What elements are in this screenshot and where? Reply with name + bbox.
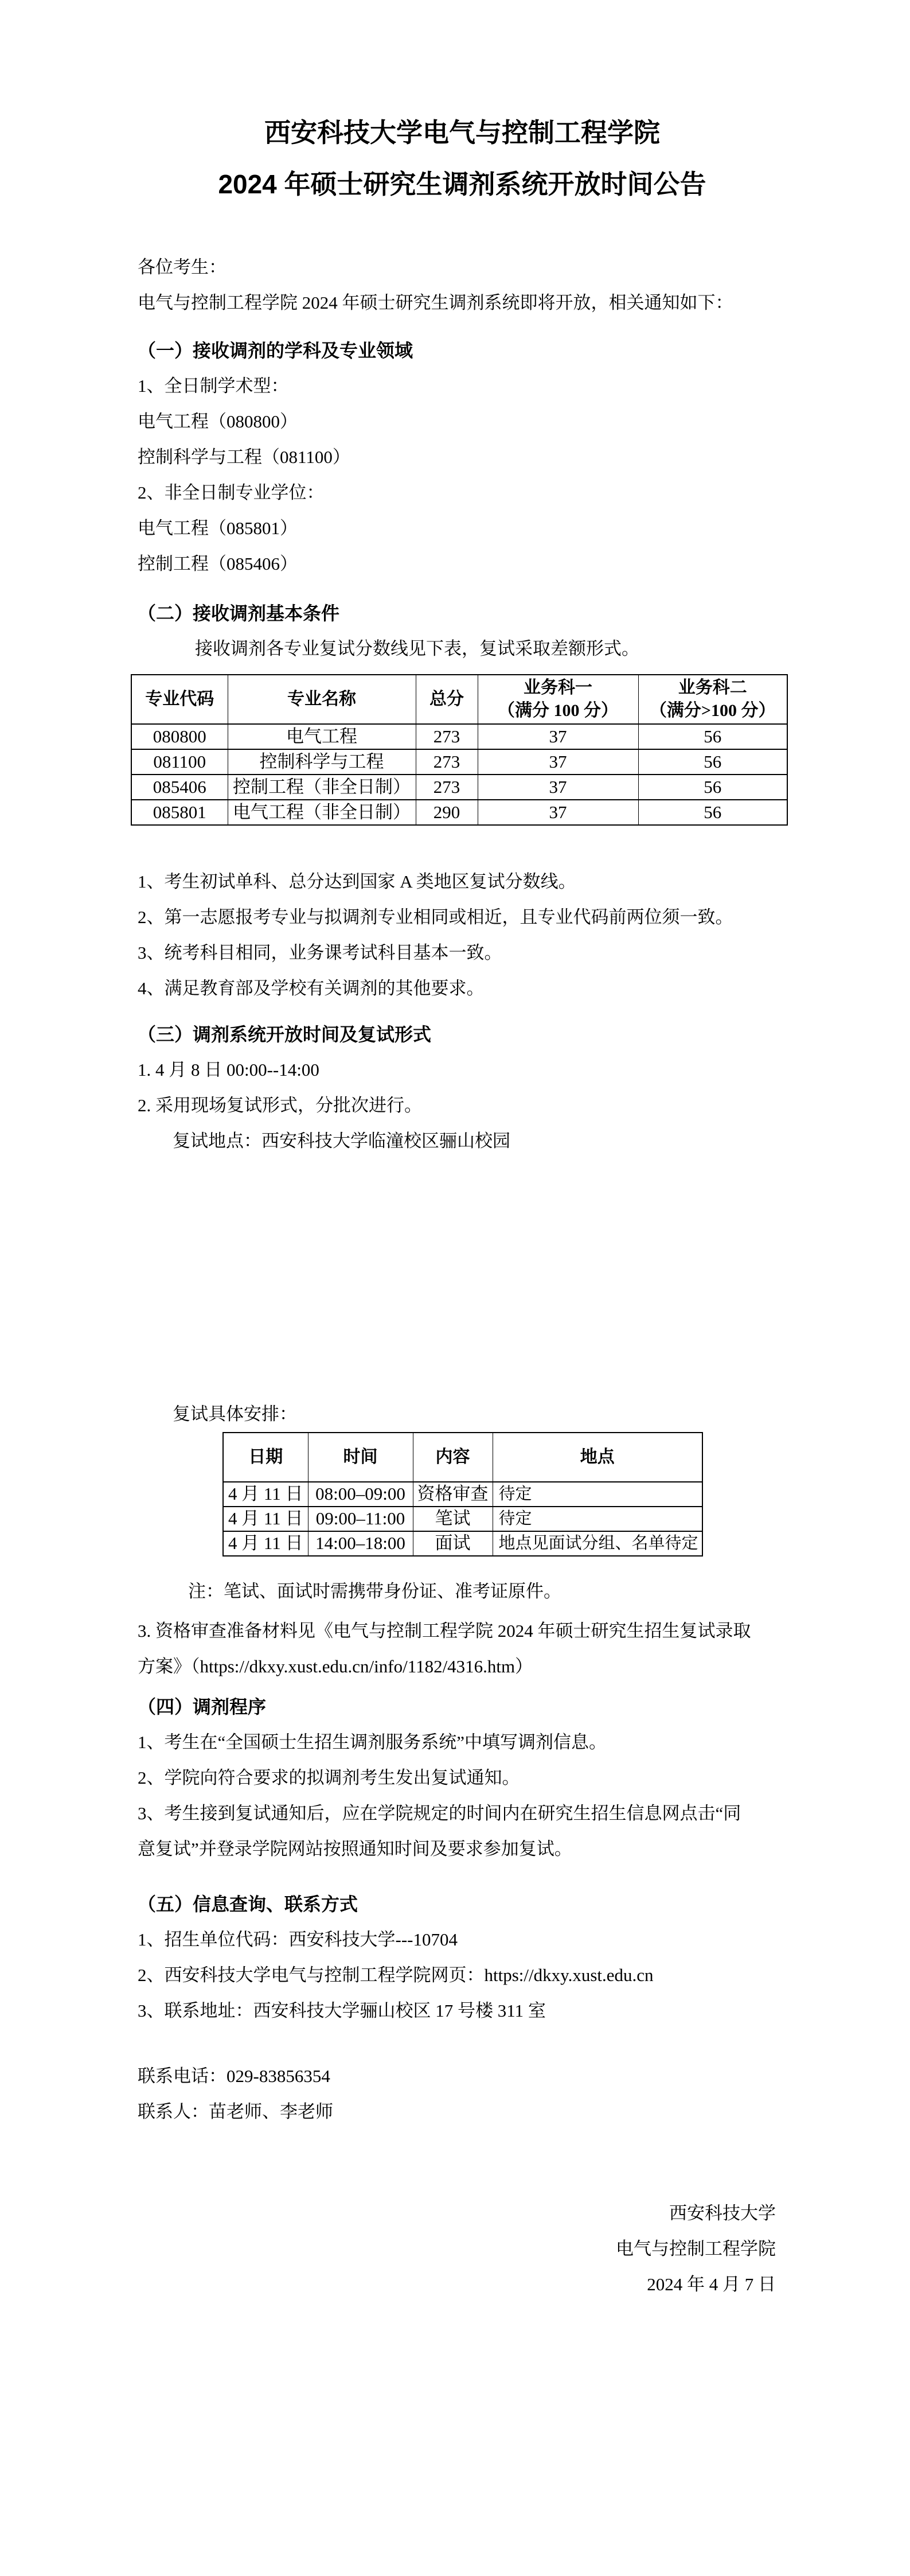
condition-item: 1、考生初试单科、总分达到国家 A 类地区复试分数线。 [138,871,576,892]
score-cell: 56 [638,800,787,825]
score-col-header-subject2: 业务科二 （满分>100 分） [638,675,787,724]
score-cell: 电气工程（非全日制） [228,800,416,825]
score-cell: 56 [638,775,787,800]
schedule-col-header-content: 内容 [413,1433,493,1482]
doc-title-line1: 西安科技大学电气与控制工程学院 [264,118,660,147]
condition-item: 2、第一志愿报考专业与拟调剂专业相同或相近，且专业代码前两位须一致。 [138,907,733,927]
section-1-heading: （一）接收调剂的学科及专业领域 [138,340,413,361]
score-cell: 控制工程（非全日制） [228,775,416,800]
schedule-col-header-time: 时间 [308,1433,413,1482]
schedule-table [222,1432,703,1557]
section-4-item: 3、考生接到复试通知后，应在学院规定的时间内在研究生招生信息网点击“同 [138,1803,741,1823]
score-cell: 273 [416,775,478,800]
score-cell: 085801 [131,800,228,825]
section-4-item: 2、学院向符合要求的拟调剂考生发出复试通知。 [138,1768,520,1788]
schedule-table-row [223,1531,702,1556]
schedule-table-row [223,1507,702,1531]
score-cell: 电气工程 [228,724,416,749]
section-3-heading: （三）调剂系统开放时间及复试形式 [138,1024,432,1045]
score-col-header-code: 专业代码 [131,675,228,724]
score-cell: 37 [478,800,638,825]
score-cell: 085406 [131,775,228,800]
section-1-item: 电气工程（080800） [138,411,298,431]
score-cell: 37 [478,775,638,800]
section-1-item: 控制科学与工程（081100） [138,447,350,467]
score-table-header-row [131,675,787,724]
section-5-item: 1、招生单位代码：西安科技大学---10704 [138,1929,458,1949]
materials-note-line2: 方案》（https://dkxy.xust.edu.cn/info/1182/4316.htm） [138,1656,533,1676]
section-5-heading: （五）信息查询、联系方式 [138,1894,358,1915]
intro-paragraph: 电气与控制工程学院 2024 年硕士研究生调剂系统即将开放，相关通知如下： [138,293,733,313]
signature-university: 西安科技大学 [669,2203,776,2223]
score-table-row [131,800,787,825]
exam-note: 注：笔试、面试时需携带身份证、准考证原件。 [188,1581,561,1601]
condition-item: 4、满足教育部及学校有关调剂的其他要求。 [138,978,485,998]
section-4-item: 1、考生在“全国硕士生招生调剂服务系统”中填写调剂信息。 [138,1732,607,1752]
score-cell: 56 [638,724,787,749]
schedule-cell: 资格审查 [413,1482,493,1507]
score-cell: 37 [478,724,638,749]
score-cell: 37 [478,749,638,775]
score-cell: 290 [416,800,478,825]
schedule-cell: 地点见面试分组、名单待定 [493,1531,702,1556]
score-cell: 273 [416,749,478,775]
contact-person: 联系人：苗老师、李老师 [138,2102,333,2122]
schedule-cell: 待定 [493,1507,702,1531]
score-col-header-major: 专业名称 [228,675,416,724]
score-cell: 081100 [131,749,228,775]
score-table-row [131,775,787,800]
salutation: 各位考生： [138,257,226,277]
schedule-table-row [223,1482,702,1507]
signature-college: 电气与控制工程学院 [616,2239,776,2259]
score-cell: 56 [638,749,787,775]
schedule-cell: 4 月 11 日 [223,1507,308,1531]
materials-note-line1: 3. 资格审查准备材料见《电气与控制工程学院 2024 年硕士研究生招生复试录取 [138,1621,751,1641]
schedule-cell: 09:00–11:00 [308,1507,413,1531]
score-table-row [131,724,787,749]
signature-date: 2024 年 4 月 7 日 [647,2274,776,2294]
schedule-cell: 08:00–09:00 [308,1482,413,1507]
section-3-item: 1. 4 月 8 日 00:00--14:00 [138,1060,319,1080]
schedule-col-header-date: 日期 [223,1433,308,1482]
score-col-header-total: 总分 [416,675,478,724]
score-cell: 控制科学与工程 [228,749,416,775]
section-4-item: 意复试”并登录学院网站按照通知时间及要求参加复试。 [138,1839,572,1859]
score-col-header-subject1: 业务科一 （满分 100 分） [478,675,638,724]
schedule-cell: 4 月 11 日 [223,1482,308,1507]
reexam-location: 复试地点：西安科技大学临潼校区骊山校园 [173,1131,510,1151]
section-1-item: 2、非全日制专业学位： [138,482,325,503]
schedule-col-header-place: 地点 [493,1433,702,1482]
contact-phone: 联系电话：029-83856354 [138,2066,330,2086]
schedule-table-header-row [223,1433,702,1482]
schedule-cell: 笔试 [413,1507,493,1531]
section-4-heading: （四）调剂程序 [138,1696,267,1717]
schedule-label: 复试具体安排： [173,1404,297,1424]
score-table-row [131,749,787,775]
section-1-item: 1、全日制学术型： [138,376,289,396]
section-5-item: 2、西安科技大学电气与控制工程学院网页：https://dkxy.xust.edu.cn [138,1965,654,1985]
score-cell: 080800 [131,724,228,749]
score-cell: 273 [416,724,478,749]
schedule-cell: 4 月 11 日 [223,1531,308,1556]
section-1-item: 控制工程（085406） [138,554,298,574]
doc-title-line2: 2024 年硕士研究生调剂系统开放时间公告 [218,169,706,199]
schedule-cell: 面试 [413,1531,493,1556]
condition-item: 3、统考科目相同，业务课考试科目基本一致。 [138,943,502,963]
section-3-item: 2. 采用现场复试形式，分批次进行。 [138,1095,422,1115]
section-2-heading: （二）接收调剂基本条件 [138,603,340,624]
section-2-intro: 接收调剂各专业复试分数线见下表，复试采取差额形式。 [195,639,639,659]
schedule-cell: 待定 [493,1482,702,1507]
signature-block [138,2196,787,2302]
section-5-item: 3、联系地址：西安科技大学骊山校区 17 号楼 311 室 [138,2001,546,2021]
schedule-cell: 14:00–18:00 [308,1531,413,1556]
score-table [131,674,788,826]
section-1-item: 电气工程（085801） [138,518,298,538]
